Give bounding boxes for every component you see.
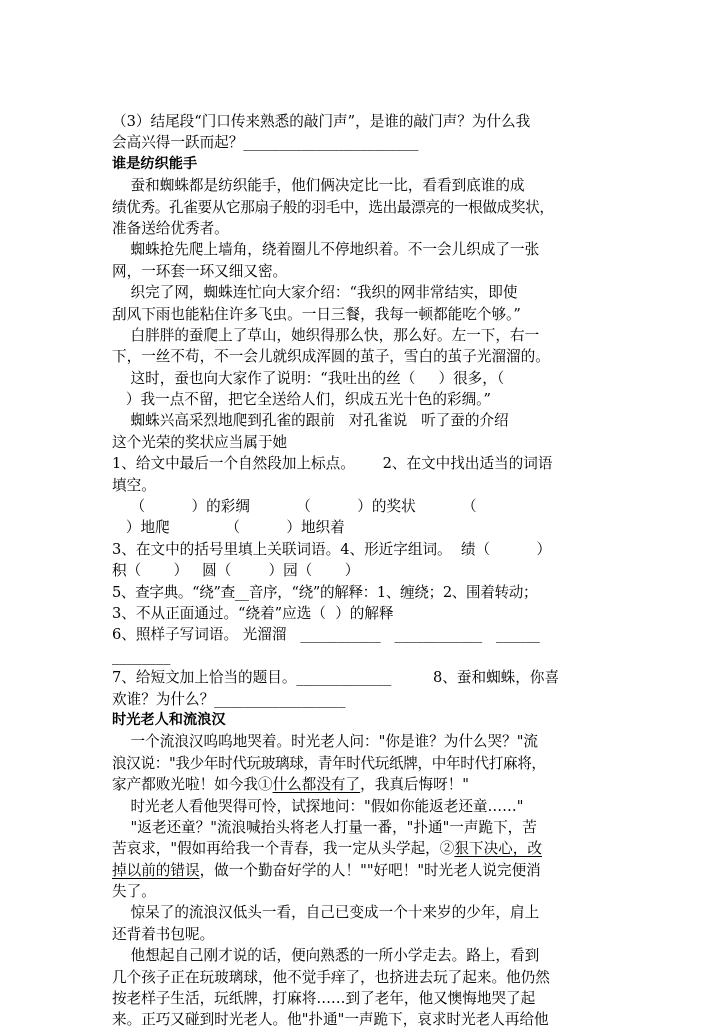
exercise-line: 填空。 [112, 476, 156, 494]
text-line: 网，一环套一环又细又密。 [112, 262, 288, 280]
section-title-weaver: 谁是纺织能手 [112, 155, 198, 172]
text-line: 织完了网，蜘蛛连忙向大家介绍：“我织的网非常结实，即使 [112, 284, 518, 302]
text-line: 绩优秀。孔雀要从它那扇子般的羽毛中，选出最漂亮的一根做成奖状， [112, 198, 554, 216]
text-line: 时光老人看他哭得可怜，试探地问："假如你能返老还童……" [112, 797, 524, 815]
text-line: 这个光荣的奖状应当属于她 [112, 433, 288, 451]
text-line: 浪汉说："我少年时代玩玻璃球，青年时代玩纸牌，中年时代打麻将， [112, 754, 546, 772]
document-page [112, 111, 618, 1031]
exercise-line: ________ [112, 647, 171, 665]
text-line [112, 774, 618, 795]
underlined-phrase-2b: 掉以前的错误 [112, 861, 200, 879]
text-line: 蚕和蜘蛛都是纺织能手，他们俩决定比一比，看看到底谁的成 [112, 177, 525, 195]
text-line: 蜘蛛抢先爬上墙角，绕着圈儿不停地织着。不一会儿织成了一张 [112, 241, 540, 259]
underlined-phrase-2a: 狠下决心，改 [454, 840, 542, 858]
section-title-time-elder: 时光老人和流浪汉 [112, 711, 226, 728]
text-line: 刮风下雨也能粘住许多飞虫。一日三餐，我每一顿都能吃个够。” [112, 305, 521, 323]
text-line [112, 860, 618, 881]
exercise-line: 7、给短文加上恰当的题目。_____________ 8、蚕和蜘蛛，你喜 [112, 669, 560, 687]
exercise-line: 欢谁？为什么？__________________ [112, 690, 346, 708]
text-line: 一个流浪汉呜呜地哭着。时光老人问："你是谁？为什么哭？"流 [112, 733, 539, 751]
underlined-phrase-1: 什么都没有了 [272, 776, 361, 794]
text-line: 白胖胖的蚕爬上了草山，她织得那么快，那么好。左一下，右一 [112, 326, 540, 344]
question-3-line-2: 会高兴得一跃而起？________________________ [112, 134, 419, 152]
text-line: ）我一点不留，把它全送给人们，织成五光十色的彩绸。” [112, 391, 491, 409]
text-line: 惊呆了的流浪汉低头一看，自己已变成一个十来岁的少年，肩上 [112, 904, 540, 922]
story-time-elder [112, 731, 618, 1030]
exercise-line: 积（ ） 圆（ ）园（ ） [112, 562, 360, 580]
exercises-weaver [112, 453, 618, 710]
text-line: 几个孩子正在玩玻璃球，他不觉手痒了，也挤进去玩了起来。他仍然 [112, 968, 550, 986]
text-line: 还背着书包呢。 [112, 925, 215, 943]
text-line [112, 838, 618, 859]
text-line: 下，一丝不苟，不一会儿就织成浑圆的茧子，雪白的茧子光溜溜的。 [112, 348, 550, 366]
exercise-line: 3、不从正面通过。“绕着”应选（ ）的解释 [112, 604, 394, 622]
exercise-line: 5、查字典。“绕”查__音序，“绕”的解释：1、缠绕；2、围着转动； [112, 583, 538, 601]
exercise-line: 1、给文中最后一个自然段加上标点。 2、在文中找出适当的词语 [112, 455, 553, 473]
exercise-line: ）地爬 （ ）地织着 [112, 519, 345, 537]
exercise-line: （ ）的彩绸 （ ）的奖状 （ [112, 498, 477, 516]
question-3-line-1: （3）结尾段“门口传来熟悉的敲门声”，是谁的敲门声？为什么我 [112, 113, 531, 130]
story-weaver [112, 175, 618, 453]
text-segment: ，做一个勤奋好学的人！""好吧！"时光老人说完便消 [199, 861, 541, 879]
text-line: 他想起自己刚才说的话，便向熟悉的一所小学走去。路上，看到 [112, 947, 540, 965]
text-line: 这时，蚕也向大家作了说明：“我吐出的丝（ ）很多，（ [112, 369, 505, 387]
text-line: 来。正巧又碰到时光老人。他"扑通"一声跪下，哀求时光老人再给他 [112, 1011, 549, 1029]
text-line: 按老样子生活，玩纸牌，打麻将……到了老年，他又懊悔地哭了起 [112, 990, 536, 1008]
exercise-line: 3、在文中的括号里填上关联词语。4、形近字组词。 绩（ ） [112, 540, 552, 558]
text-line: "返老还童？"流浪喊抬头将老人打量一番，"扑通"一声跪下，苦 [112, 818, 537, 836]
text-line: 蜘蛛兴高采烈地爬到孔雀的跟前 对孔雀说 听了蚕的介绍 [112, 412, 509, 430]
text-line: 准备送给优秀者。 [112, 219, 229, 237]
text-segment: 苦哀求，"假如再给我一个青春，我一定从头学起，② [112, 840, 455, 858]
text-line: 失了。 [112, 883, 156, 901]
exercise-line: 6、照样子写词语。 光溜溜 ___________ ____________ ______ [112, 626, 540, 644]
text-segment: 家产都败光啦！如今我① [112, 776, 273, 794]
text-segment: ，我真后悔呀！" [360, 776, 469, 794]
